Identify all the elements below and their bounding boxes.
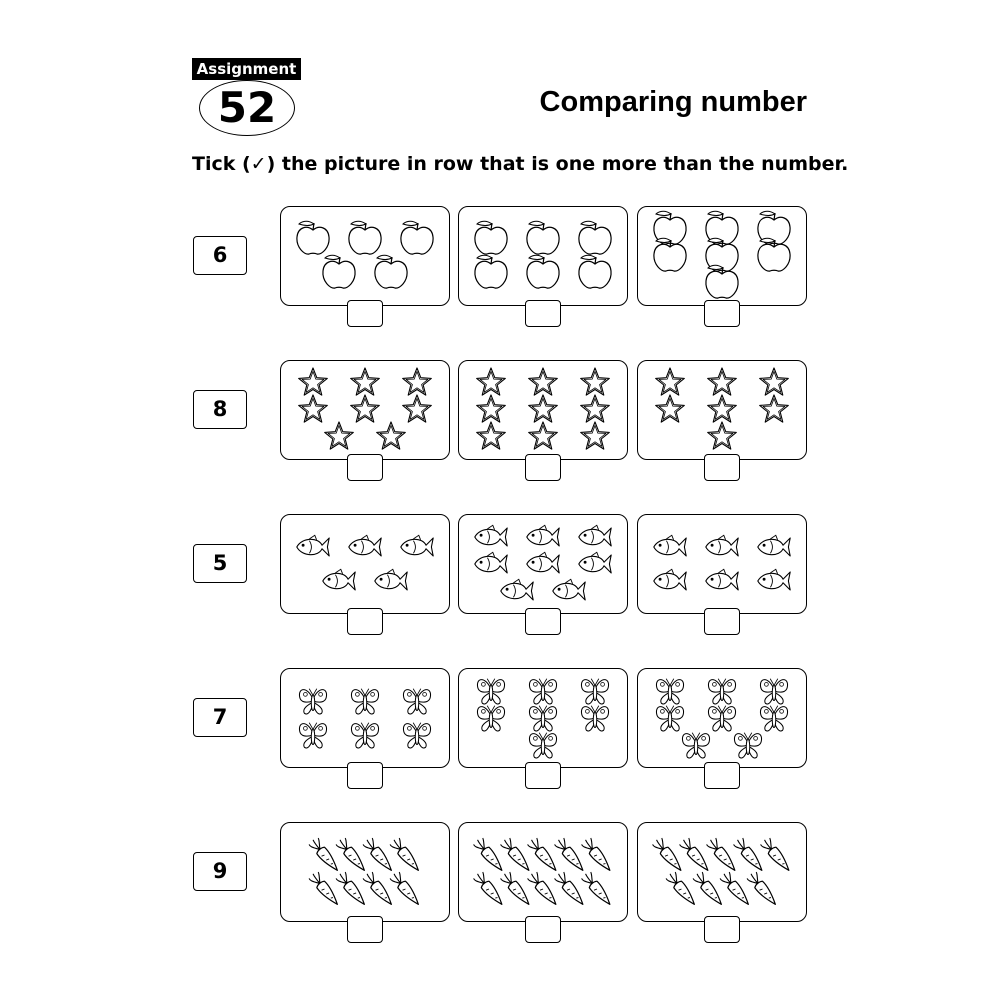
fish-icon: [758, 569, 790, 590]
tick-checkbox[interactable]: [704, 916, 740, 943]
carrot-icon: [335, 837, 369, 874]
apple-icon: [527, 255, 559, 288]
tick-checkbox[interactable]: [347, 300, 383, 327]
carrot-icon: [554, 837, 588, 874]
picture-group: [281, 515, 449, 613]
star-icon: [760, 368, 789, 395]
butterfly-icon: [351, 723, 378, 748]
fish-icon: [527, 525, 559, 546]
carrot-icon: [308, 871, 342, 908]
picture-group: [281, 823, 449, 921]
picture-panel: [458, 514, 628, 614]
apple-icon: [579, 255, 611, 288]
picture-panel: [637, 822, 807, 922]
exercise-row: [0, 206, 1000, 336]
carrot-icon: [362, 837, 396, 874]
picture-panel: [637, 360, 807, 460]
carrot-icon: [760, 837, 794, 874]
tick-checkbox[interactable]: [347, 916, 383, 943]
tick-checkbox[interactable]: [525, 300, 561, 327]
fish-icon: [706, 569, 738, 590]
picture-group: [638, 823, 806, 921]
tick-checkbox[interactable]: [704, 762, 740, 789]
exercise-row: [0, 822, 1000, 952]
fish-icon: [553, 579, 585, 600]
picture-panel: [280, 514, 450, 614]
row-number-box: 8: [193, 390, 247, 429]
fish-icon: [297, 535, 329, 556]
tick-checkbox[interactable]: [347, 608, 383, 635]
tick-checkbox[interactable]: [704, 608, 740, 635]
carrot-icon: [554, 871, 588, 908]
star-icon: [529, 395, 558, 422]
star-icon: [403, 368, 432, 395]
carrot-icon: [500, 837, 534, 874]
picture-panel: [637, 514, 807, 614]
fish-icon: [654, 569, 686, 590]
picture-panel: [280, 206, 450, 306]
picture-group: [459, 823, 627, 921]
carrot-icon: [706, 837, 740, 874]
star-icon: [708, 395, 737, 422]
butterfly-icon: [299, 689, 326, 714]
butterfly-icon: [529, 733, 556, 758]
picture-panel: [458, 822, 628, 922]
star-icon: [351, 395, 380, 422]
picture-panel: [280, 822, 450, 922]
tick-checkbox[interactable]: [525, 608, 561, 635]
fish-icon: [401, 535, 433, 556]
fish-icon: [323, 569, 355, 590]
tick-checkbox[interactable]: [525, 916, 561, 943]
fish-icon: [501, 579, 533, 600]
picture-group: [281, 207, 449, 305]
carrot-icon: [527, 837, 561, 874]
apple-icon: [323, 255, 355, 288]
exercise-row: [0, 360, 1000, 490]
butterfly-icon: [656, 679, 683, 704]
apple-icon: [654, 238, 686, 271]
picture-panel: [637, 668, 807, 768]
star-icon: [708, 368, 737, 395]
star-icon: [529, 368, 558, 395]
apple-icon: [349, 221, 381, 254]
apple-icon: [401, 221, 433, 254]
butterfly-icon: [529, 706, 556, 731]
star-icon: [377, 422, 406, 449]
star-icon: [581, 422, 610, 449]
carrot-icon: [308, 837, 342, 874]
carrot-icon: [652, 837, 686, 874]
tick-checkbox[interactable]: [704, 454, 740, 481]
apple-icon: [579, 221, 611, 254]
star-icon: [299, 368, 328, 395]
butterfly-icon: [581, 706, 608, 731]
carrot-icon: [692, 871, 726, 908]
assignment-number: 52: [217, 83, 277, 132]
star-icon: [581, 395, 610, 422]
carrot-icon: [335, 871, 369, 908]
apple-icon: [475, 255, 507, 288]
apple-icon: [706, 265, 738, 298]
butterfly-icon: [760, 679, 787, 704]
star-icon: [299, 395, 328, 422]
butterfly-icon: [708, 679, 735, 704]
star-icon: [325, 422, 354, 449]
carrot-icon: [389, 837, 423, 874]
tick-checkbox[interactable]: [525, 762, 561, 789]
star-icon: [760, 395, 789, 422]
butterfly-icon: [477, 679, 504, 704]
carrot-icon: [389, 871, 423, 908]
star-icon: [708, 422, 737, 449]
tick-checkbox[interactable]: [347, 762, 383, 789]
picture-group: [281, 669, 449, 767]
row-number-box: 5: [193, 544, 247, 583]
fish-icon: [579, 552, 611, 573]
tick-checkbox[interactable]: [704, 300, 740, 327]
star-icon: [581, 368, 610, 395]
butterfly-icon: [581, 679, 608, 704]
picture-panel: [280, 668, 450, 768]
instruction-text: Tick (✓) the picture in row that is one more than the number.: [192, 153, 849, 175]
fish-icon: [527, 552, 559, 573]
carrot-icon: [581, 837, 615, 874]
apple-icon: [527, 221, 559, 254]
star-icon: [477, 368, 506, 395]
butterfly-icon: [656, 706, 683, 731]
fish-icon: [475, 552, 507, 573]
butterfly-icon: [682, 733, 709, 758]
carrot-icon: [473, 837, 507, 874]
picture-panel: [637, 206, 807, 306]
carrot-icon: [500, 871, 534, 908]
apple-icon: [375, 255, 407, 288]
carrot-icon: [733, 837, 767, 874]
exercise-row: [0, 514, 1000, 644]
picture-group: [459, 361, 627, 459]
butterfly-icon: [734, 733, 761, 758]
carrot-icon: [362, 871, 396, 908]
picture-group: [459, 207, 627, 305]
fish-icon: [579, 525, 611, 546]
picture-group: [638, 515, 806, 613]
star-icon: [656, 368, 685, 395]
picture-group: [459, 669, 627, 767]
fish-icon: [375, 569, 407, 590]
fish-icon: [706, 535, 738, 556]
star-icon: [477, 422, 506, 449]
butterfly-icon: [529, 679, 556, 704]
picture-group: [638, 669, 806, 767]
picture-group: [638, 361, 806, 459]
fish-icon: [475, 525, 507, 546]
fish-icon: [758, 535, 790, 556]
tick-checkbox[interactable]: [347, 454, 383, 481]
picture-panel: [458, 360, 628, 460]
row-number-box: 7: [193, 698, 247, 737]
butterfly-icon: [708, 706, 735, 731]
picture-panel: [280, 360, 450, 460]
fish-icon: [349, 535, 381, 556]
row-number-box: 6: [193, 236, 247, 275]
carrot-icon: [746, 871, 780, 908]
carrot-icon: [581, 871, 615, 908]
star-icon: [351, 368, 380, 395]
picture-panel: [458, 668, 628, 768]
carrot-icon: [665, 871, 699, 908]
carrot-icon: [679, 837, 713, 874]
carrot-icon: [719, 871, 753, 908]
picture-group: [638, 207, 806, 305]
butterfly-icon: [351, 689, 378, 714]
apple-icon: [758, 238, 790, 271]
apple-icon: [297, 221, 329, 254]
butterfly-icon: [760, 706, 787, 731]
tick-checkbox[interactable]: [525, 454, 561, 481]
butterfly-icon: [299, 723, 326, 748]
picture-group: [281, 361, 449, 459]
picture-group: [459, 515, 627, 613]
fish-icon: [654, 535, 686, 556]
butterfly-icon: [477, 706, 504, 731]
apple-icon: [475, 221, 507, 254]
star-icon: [529, 422, 558, 449]
butterfly-icon: [403, 689, 430, 714]
page-title: Comparing number: [539, 86, 807, 118]
assignment-label: Assignment: [192, 58, 301, 80]
exercise-row: [0, 668, 1000, 798]
picture-panel: [458, 206, 628, 306]
star-icon: [656, 395, 685, 422]
carrot-icon: [527, 871, 561, 908]
carrot-icon: [473, 871, 507, 908]
star-icon: [403, 395, 432, 422]
star-icon: [477, 395, 506, 422]
butterfly-icon: [403, 723, 430, 748]
row-number-box: 9: [193, 852, 247, 891]
